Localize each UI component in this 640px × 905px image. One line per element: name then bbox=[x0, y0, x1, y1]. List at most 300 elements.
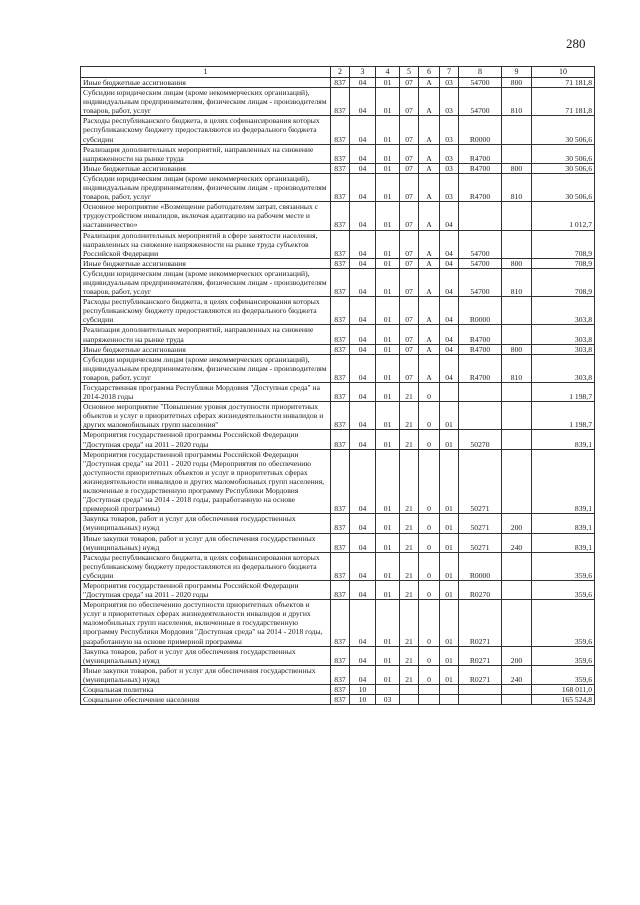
cell-direction-code: R0270 bbox=[459, 580, 502, 599]
cell-subprogram-code: 0 bbox=[419, 449, 440, 514]
cell-event-code: 04 bbox=[440, 258, 459, 268]
cell-program-code: 07 bbox=[400, 230, 419, 258]
cell-event-code: 03 bbox=[440, 173, 459, 201]
table-row bbox=[81, 230, 595, 258]
cell-subsection-code: 03 bbox=[376, 695, 400, 705]
cell-program-code: 21 bbox=[400, 552, 419, 580]
cell-section-code: 04 bbox=[350, 268, 376, 296]
cell-amount: 303,8 bbox=[532, 325, 595, 344]
cell-subsection-code: 01 bbox=[376, 514, 400, 533]
cell-program-code: 21 bbox=[400, 600, 419, 646]
cell-subsection-code: 01 bbox=[376, 354, 400, 382]
cell-admin-code: 837 bbox=[331, 646, 350, 665]
cell-section-code: 10 bbox=[350, 695, 376, 705]
cell-event-code: 01 bbox=[440, 449, 459, 514]
cell-event-code: 03 bbox=[440, 88, 459, 116]
cell-event-code: 04 bbox=[440, 202, 459, 230]
cell-admin-code: 837 bbox=[331, 144, 350, 163]
table-row bbox=[81, 202, 595, 230]
cell-amount: 359,6 bbox=[532, 580, 595, 599]
cell-direction-code: 54700 bbox=[459, 258, 502, 268]
cell-subsection-code: 01 bbox=[376, 580, 400, 599]
cell-event-code: 04 bbox=[440, 230, 459, 258]
table-row bbox=[81, 344, 595, 354]
cell-expense-type-code bbox=[502, 402, 532, 430]
cell-subsection-code: 01 bbox=[376, 344, 400, 354]
cell-subsection-code: 01 bbox=[376, 202, 400, 230]
cell-amount: 303,8 bbox=[532, 297, 595, 325]
cell-program-code: 07 bbox=[400, 258, 419, 268]
cell-program-code: 07 bbox=[400, 344, 419, 354]
cell-direction-code: 50271 bbox=[459, 514, 502, 533]
cell-expense-type-code bbox=[502, 552, 532, 580]
table-row bbox=[81, 600, 595, 646]
cell-event-code: 01 bbox=[440, 600, 459, 646]
cell-subprogram-code: А bbox=[419, 144, 440, 163]
cell-subprogram-code bbox=[419, 695, 440, 705]
cell-expense-type-code: 810 bbox=[502, 173, 532, 201]
cell-item-name: Социальное обеспечение населения bbox=[81, 695, 331, 705]
cell-program-code: 21 bbox=[400, 402, 419, 430]
table-row bbox=[81, 268, 595, 296]
table-body bbox=[81, 67, 595, 705]
cell-direction-code bbox=[459, 685, 502, 695]
cell-section-code: 04 bbox=[350, 514, 376, 533]
column-header: 10 bbox=[532, 67, 595, 78]
cell-expense-type-code: 800 bbox=[502, 78, 532, 88]
cell-direction-code: R4700 bbox=[459, 344, 502, 354]
cell-expense-type-code bbox=[502, 116, 532, 144]
cell-event-code: 03 bbox=[440, 78, 459, 88]
cell-event-code bbox=[440, 695, 459, 705]
cell-program-code: 21 bbox=[400, 533, 419, 552]
cell-subsection-code: 01 bbox=[376, 297, 400, 325]
cell-item-name: Субсидии юридическим лицам (кроме некоммерческих организаций), индивидуальным предпринимателям, физическим лицам - производителям товаров, работ, услуг bbox=[81, 88, 331, 116]
cell-subsection-code: 01 bbox=[376, 665, 400, 684]
cell-event-code: 03 bbox=[440, 116, 459, 144]
cell-amount: 708,9 bbox=[532, 258, 595, 268]
table-row bbox=[81, 533, 595, 552]
cell-direction-code: 50271 bbox=[459, 449, 502, 514]
cell-admin-code: 837 bbox=[331, 402, 350, 430]
cell-program-code: 07 bbox=[400, 202, 419, 230]
table-row bbox=[81, 430, 595, 449]
cell-amount: 708,9 bbox=[532, 268, 595, 296]
cell-expense-type-code: 810 bbox=[502, 88, 532, 116]
cell-program-code: 07 bbox=[400, 173, 419, 201]
table-row bbox=[81, 297, 595, 325]
cell-subsection-code: 01 bbox=[376, 144, 400, 163]
cell-direction-code: R0000 bbox=[459, 552, 502, 580]
cell-event-code: 01 bbox=[440, 402, 459, 430]
cell-subprogram-code: А bbox=[419, 344, 440, 354]
table-row bbox=[81, 646, 595, 665]
budget-table bbox=[80, 66, 595, 705]
cell-subprogram-code: А bbox=[419, 88, 440, 116]
cell-item-name: Государственная программа Республики Мордовия "Доступная среда" на 2014-2018 годы bbox=[81, 383, 331, 402]
table-row bbox=[81, 402, 595, 430]
cell-subsection-code: 01 bbox=[376, 646, 400, 665]
cell-section-code: 04 bbox=[350, 173, 376, 201]
cell-program-code: 07 bbox=[400, 325, 419, 344]
column-header: 5 bbox=[400, 67, 419, 78]
cell-program-code: 21 bbox=[400, 665, 419, 684]
cell-section-code: 10 bbox=[350, 685, 376, 695]
cell-item-name: Субсидии юридическим лицам (кроме некоммерческих организаций), индивидуальным предпринимателям, физическим лицам - производителям товаров, работ, услуг bbox=[81, 268, 331, 296]
cell-direction-code: 54700 bbox=[459, 230, 502, 258]
cell-expense-type-code: 800 bbox=[502, 163, 532, 173]
cell-admin-code: 837 bbox=[331, 695, 350, 705]
cell-item-name: Мероприятия государственной программы Российской Федерации "Доступная среда" на 2011 - 2020 годы (Мероприятия по обеспечению доступности приоритетных объектов и услуг в приоритетных сферах жизнедеятельности инвалидов и других маломобильных групп населения, включенные в государственную программу Республики Мордовия "Доступная среда" на 2014 - 2018 годы, разработанную на основе примерной программы) bbox=[81, 449, 331, 514]
cell-subprogram-code: А bbox=[419, 354, 440, 382]
cell-event-code: 01 bbox=[440, 514, 459, 533]
cell-program-code bbox=[400, 695, 419, 705]
cell-subsection-code: 01 bbox=[376, 230, 400, 258]
cell-section-code: 04 bbox=[350, 325, 376, 344]
cell-event-code: 04 bbox=[440, 297, 459, 325]
cell-direction-code bbox=[459, 695, 502, 705]
cell-expense-type-code bbox=[502, 383, 532, 402]
cell-admin-code: 837 bbox=[331, 202, 350, 230]
cell-direction-code bbox=[459, 402, 502, 430]
cell-expense-type-code: 800 bbox=[502, 258, 532, 268]
cell-expense-type-code bbox=[502, 297, 532, 325]
cell-section-code: 04 bbox=[350, 88, 376, 116]
cell-admin-code: 837 bbox=[331, 297, 350, 325]
table-row bbox=[81, 695, 595, 705]
cell-subsection-code: 01 bbox=[376, 449, 400, 514]
cell-amount: 71 181,8 bbox=[532, 88, 595, 116]
table-row bbox=[81, 383, 595, 402]
cell-subprogram-code: 0 bbox=[419, 552, 440, 580]
cell-event-code bbox=[440, 383, 459, 402]
cell-subprogram-code: 0 bbox=[419, 533, 440, 552]
cell-item-name: Субсидии юридическим лицам (кроме некоммерческих организаций), индивидуальным предпринимателям, физическим лицам - производителям товаров, работ, услуг bbox=[81, 173, 331, 201]
column-header: 7 bbox=[440, 67, 459, 78]
cell-expense-type-code: 800 bbox=[502, 344, 532, 354]
cell-subprogram-code: А bbox=[419, 258, 440, 268]
cell-amount: 30 506,6 bbox=[532, 173, 595, 201]
cell-section-code: 04 bbox=[350, 580, 376, 599]
table-row bbox=[81, 163, 595, 173]
cell-section-code: 04 bbox=[350, 116, 376, 144]
cell-direction-code: R4700 bbox=[459, 144, 502, 163]
cell-section-code: 04 bbox=[350, 354, 376, 382]
cell-amount: 359,6 bbox=[532, 600, 595, 646]
cell-expense-type-code bbox=[502, 580, 532, 599]
table-row bbox=[81, 88, 595, 116]
cell-section-code: 04 bbox=[350, 665, 376, 684]
cell-item-name: Мероприятия по обеспечению доступности приоритетных объектов и услуг в приоритетных сферах жизнедеятельности инвалидов и других маломобильных групп населения, включенные в государственную программу Республики Мордовия "Доступная среда" на 2014 - 2018 годы, разработанную на основе примерной программы bbox=[81, 600, 331, 646]
cell-expense-type-code bbox=[502, 430, 532, 449]
column-header: 9 bbox=[502, 67, 532, 78]
cell-expense-type-code: 200 bbox=[502, 514, 532, 533]
cell-subsection-code: 01 bbox=[376, 173, 400, 201]
table-row bbox=[81, 665, 595, 684]
cell-admin-code: 837 bbox=[331, 552, 350, 580]
cell-item-name: Социальная политика bbox=[81, 685, 331, 695]
cell-subprogram-code: А bbox=[419, 325, 440, 344]
cell-amount: 168 011,0 bbox=[532, 685, 595, 695]
cell-admin-code: 837 bbox=[331, 383, 350, 402]
cell-expense-type-code bbox=[502, 695, 532, 705]
cell-section-code: 04 bbox=[350, 78, 376, 88]
cell-amount: 30 506,6 bbox=[532, 144, 595, 163]
cell-admin-code: 837 bbox=[331, 514, 350, 533]
cell-subprogram-code: 0 bbox=[419, 514, 440, 533]
cell-subsection-code: 01 bbox=[376, 258, 400, 268]
cell-amount: 303,8 bbox=[532, 354, 595, 382]
cell-section-code: 04 bbox=[350, 258, 376, 268]
cell-subsection-code: 01 bbox=[376, 552, 400, 580]
cell-event-code: 01 bbox=[440, 533, 459, 552]
cell-program-code: 07 bbox=[400, 163, 419, 173]
cell-subprogram-code: 0 bbox=[419, 665, 440, 684]
cell-expense-type-code: 240 bbox=[502, 665, 532, 684]
cell-direction-code: R4700 bbox=[459, 325, 502, 344]
cell-subsection-code: 01 bbox=[376, 402, 400, 430]
column-header: 8 bbox=[459, 67, 502, 78]
cell-amount: 359,6 bbox=[532, 646, 595, 665]
cell-amount: 303,8 bbox=[532, 344, 595, 354]
cell-subprogram-code: А bbox=[419, 202, 440, 230]
cell-direction-code: R0271 bbox=[459, 665, 502, 684]
column-header: 4 bbox=[376, 67, 400, 78]
table-row bbox=[81, 552, 595, 580]
table-row bbox=[81, 580, 595, 599]
cell-direction-code: R4700 bbox=[459, 354, 502, 382]
cell-item-name: Иные закупки товаров, работ и услуг для обеспечения государственных (муниципальных) нужд bbox=[81, 533, 331, 552]
cell-item-name: Основное мероприятие «Возмещение работодателям затрат, связанных с трудоустройством инвалидов, включая адаптацию на рабочем месте и наставничество» bbox=[81, 202, 331, 230]
cell-admin-code: 837 bbox=[331, 430, 350, 449]
cell-amount: 839,1 bbox=[532, 430, 595, 449]
cell-direction-code: 54700 bbox=[459, 268, 502, 296]
cell-expense-type-code: 810 bbox=[502, 268, 532, 296]
cell-section-code: 04 bbox=[350, 533, 376, 552]
cell-item-name: Реализация дополнительных мероприятий, направленных на снижение напряженности на рынке труда bbox=[81, 325, 331, 344]
cell-amount: 839,1 bbox=[532, 449, 595, 514]
cell-expense-type-code bbox=[502, 202, 532, 230]
cell-admin-code: 837 bbox=[331, 600, 350, 646]
cell-amount: 30 506,6 bbox=[532, 116, 595, 144]
cell-admin-code: 837 bbox=[331, 88, 350, 116]
cell-admin-code: 837 bbox=[331, 78, 350, 88]
cell-subprogram-code: А bbox=[419, 268, 440, 296]
cell-program-code: 21 bbox=[400, 646, 419, 665]
cell-subsection-code: 01 bbox=[376, 325, 400, 344]
cell-subsection-code: 01 bbox=[376, 533, 400, 552]
cell-direction-code bbox=[459, 383, 502, 402]
cell-subsection-code bbox=[376, 685, 400, 695]
cell-item-name: Иные бюджетные ассигнования bbox=[81, 78, 331, 88]
cell-subprogram-code: 0 bbox=[419, 383, 440, 402]
cell-program-code: 07 bbox=[400, 297, 419, 325]
cell-program-code: 07 bbox=[400, 144, 419, 163]
cell-admin-code: 837 bbox=[331, 163, 350, 173]
cell-subprogram-code: А bbox=[419, 163, 440, 173]
cell-direction-code: 50271 bbox=[459, 533, 502, 552]
cell-subsection-code: 01 bbox=[376, 430, 400, 449]
cell-section-code: 04 bbox=[350, 402, 376, 430]
cell-expense-type-code: 240 bbox=[502, 533, 532, 552]
cell-item-name: Мероприятия государственной программы Российской Федерации "Доступная среда" на 2011 - 2020 годы bbox=[81, 430, 331, 449]
cell-event-code bbox=[440, 685, 459, 695]
cell-expense-type-code: 810 bbox=[502, 354, 532, 382]
cell-item-name: Основное мероприятие "Повышение уровня доступности приоритетных объектов и услуг в приоритетных сферах жизнедеятельности инвалидов и других маломобильных групп населения" bbox=[81, 402, 331, 430]
cell-section-code: 04 bbox=[350, 646, 376, 665]
cell-subprogram-code: 0 bbox=[419, 402, 440, 430]
cell-section-code: 04 bbox=[350, 144, 376, 163]
cell-item-name: Субсидии юридическим лицам (кроме некоммерческих организаций), индивидуальным предпринимателям, физическим лицам - производителям товаров, работ, услуг bbox=[81, 354, 331, 382]
cell-admin-code: 837 bbox=[331, 116, 350, 144]
cell-direction-code: R4700 bbox=[459, 173, 502, 201]
column-header: 1 bbox=[81, 67, 331, 78]
cell-section-code: 04 bbox=[350, 163, 376, 173]
cell-event-code: 01 bbox=[440, 665, 459, 684]
cell-admin-code: 837 bbox=[331, 665, 350, 684]
cell-amount: 165 524,8 bbox=[532, 695, 595, 705]
cell-direction-code: R0000 bbox=[459, 116, 502, 144]
cell-program-code: 07 bbox=[400, 78, 419, 88]
cell-item-name: Расходы республиканского бюджета, в целях софинансирования которых республиканскому бюджету предоставляются из федерального бюджета субсидии bbox=[81, 297, 331, 325]
cell-amount: 839,1 bbox=[532, 514, 595, 533]
cell-event-code: 04 bbox=[440, 268, 459, 296]
table-row bbox=[81, 685, 595, 695]
cell-event-code: 03 bbox=[440, 144, 459, 163]
cell-section-code: 04 bbox=[350, 449, 376, 514]
cell-item-name: Реализация дополнительных мероприятий, направленных на снижение напряженности на рынке труда bbox=[81, 144, 331, 163]
table-header-row bbox=[81, 67, 595, 78]
cell-subsection-code: 01 bbox=[376, 78, 400, 88]
cell-admin-code: 837 bbox=[331, 325, 350, 344]
cell-program-code: 07 bbox=[400, 354, 419, 382]
cell-expense-type-code bbox=[502, 325, 532, 344]
cell-program-code: 21 bbox=[400, 430, 419, 449]
column-header: 6 bbox=[419, 67, 440, 78]
cell-item-name: Закупка товаров, работ и услуг для обеспечения государственных (муниципальных) нужд bbox=[81, 646, 331, 665]
cell-amount: 359,6 bbox=[532, 552, 595, 580]
cell-section-code: 04 bbox=[350, 552, 376, 580]
cell-event-code: 03 bbox=[440, 163, 459, 173]
cell-direction-code: R0271 bbox=[459, 646, 502, 665]
cell-expense-type-code bbox=[502, 230, 532, 258]
cell-section-code: 04 bbox=[350, 202, 376, 230]
cell-admin-code: 837 bbox=[331, 258, 350, 268]
cell-subprogram-code: А bbox=[419, 173, 440, 201]
table-row bbox=[81, 144, 595, 163]
cell-subprogram-code: 0 bbox=[419, 580, 440, 599]
table-row bbox=[81, 116, 595, 144]
cell-section-code: 04 bbox=[350, 297, 376, 325]
cell-direction-code: 54700 bbox=[459, 78, 502, 88]
cell-admin-code: 837 bbox=[331, 685, 350, 695]
cell-direction-code: R4700 bbox=[459, 163, 502, 173]
cell-admin-code: 837 bbox=[331, 173, 350, 201]
cell-amount: 71 181,8 bbox=[532, 78, 595, 88]
table-row bbox=[81, 449, 595, 514]
cell-subprogram-code: 0 bbox=[419, 600, 440, 646]
cell-expense-type-code bbox=[502, 449, 532, 514]
cell-program-code: 07 bbox=[400, 116, 419, 144]
cell-program-code: 21 bbox=[400, 514, 419, 533]
table-row bbox=[81, 258, 595, 268]
cell-amount: 1 198,7 bbox=[532, 402, 595, 430]
cell-event-code: 01 bbox=[440, 646, 459, 665]
table-row bbox=[81, 325, 595, 344]
cell-subprogram-code: А bbox=[419, 297, 440, 325]
cell-event-code: 01 bbox=[440, 430, 459, 449]
cell-direction-code: R0271 bbox=[459, 600, 502, 646]
cell-subsection-code: 01 bbox=[376, 268, 400, 296]
page-number: 280 bbox=[566, 36, 586, 51]
cell-amount: 839,1 bbox=[532, 533, 595, 552]
cell-direction-code: 54700 bbox=[459, 88, 502, 116]
table-row bbox=[81, 78, 595, 88]
cell-section-code: 04 bbox=[350, 344, 376, 354]
cell-program-code: 21 bbox=[400, 580, 419, 599]
cell-subprogram-code bbox=[419, 685, 440, 695]
cell-item-name: Расходы республиканского бюджета, в целях софинансирования которых республиканскому бюджету предоставляются из федерального бюджета субсидии bbox=[81, 552, 331, 580]
cell-event-code: 04 bbox=[440, 325, 459, 344]
cell-subsection-code: 01 bbox=[376, 600, 400, 646]
cell-subprogram-code: А bbox=[419, 78, 440, 88]
cell-admin-code: 837 bbox=[331, 580, 350, 599]
cell-subprogram-code: 0 bbox=[419, 646, 440, 665]
cell-item-name: Реализация дополнительных мероприятий в сфере занятости населения, направленных на снижение напряженности на рынке труда субъектов Российской Федерации bbox=[81, 230, 331, 258]
cell-event-code: 01 bbox=[440, 580, 459, 599]
cell-amount: 359,6 bbox=[532, 665, 595, 684]
cell-program-code bbox=[400, 685, 419, 695]
cell-direction-code: R0000 bbox=[459, 297, 502, 325]
cell-event-code: 01 bbox=[440, 552, 459, 580]
cell-admin-code: 837 bbox=[331, 268, 350, 296]
cell-item-name: Мероприятия государственной программы Российской Федерации "Доступная среда" на 2011 - 2020 годы bbox=[81, 580, 331, 599]
cell-expense-type-code bbox=[502, 600, 532, 646]
cell-program-code: 07 bbox=[400, 88, 419, 116]
cell-item-name: Иные бюджетные ассигнования bbox=[81, 163, 331, 173]
cell-subsection-code: 01 bbox=[376, 163, 400, 173]
cell-event-code: 04 bbox=[440, 344, 459, 354]
cell-admin-code: 837 bbox=[331, 354, 350, 382]
cell-subsection-code: 01 bbox=[376, 383, 400, 402]
cell-event-code: 04 bbox=[440, 354, 459, 382]
cell-section-code: 04 bbox=[350, 430, 376, 449]
cell-direction-code: 50270 bbox=[459, 430, 502, 449]
cell-amount: 1 198,7 bbox=[532, 383, 595, 402]
cell-section-code: 04 bbox=[350, 230, 376, 258]
column-header: 2 bbox=[331, 67, 350, 78]
cell-amount: 30 506,6 bbox=[532, 163, 595, 173]
cell-program-code: 21 bbox=[400, 449, 419, 514]
table-row bbox=[81, 514, 595, 533]
cell-expense-type-code bbox=[502, 144, 532, 163]
cell-admin-code: 837 bbox=[331, 230, 350, 258]
cell-admin-code: 837 bbox=[331, 449, 350, 514]
cell-item-name: Иные закупки товаров, работ и услуг для обеспечения государственных (муниципальных) нужд bbox=[81, 665, 331, 684]
cell-direction-code bbox=[459, 202, 502, 230]
cell-amount: 1 012,7 bbox=[532, 202, 595, 230]
cell-expense-type-code bbox=[502, 685, 532, 695]
cell-program-code: 21 bbox=[400, 383, 419, 402]
cell-item-name: Закупка товаров, работ и услуг для обеспечения государственных (муниципальных) нужд bbox=[81, 514, 331, 533]
cell-subprogram-code: 0 bbox=[419, 430, 440, 449]
cell-subsection-code: 01 bbox=[376, 88, 400, 116]
cell-admin-code: 837 bbox=[331, 344, 350, 354]
table-row bbox=[81, 354, 595, 382]
table-row bbox=[81, 173, 595, 201]
cell-item-name: Иные бюджетные ассигнования bbox=[81, 258, 331, 268]
cell-admin-code: 837 bbox=[331, 533, 350, 552]
